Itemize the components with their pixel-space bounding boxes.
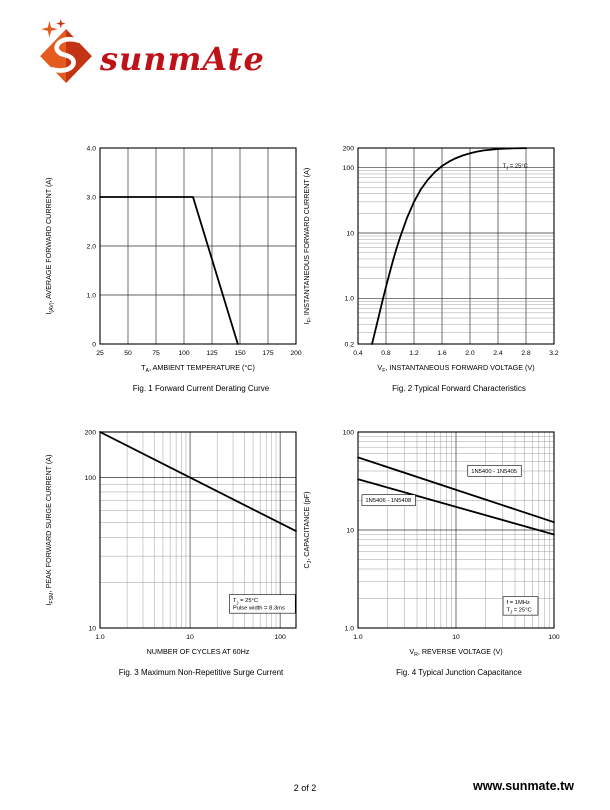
brand-wordmark: sunmAte [100, 40, 265, 78]
svg-text:3.0: 3.0 [86, 194, 96, 202]
svg-text:1.6: 1.6 [437, 350, 447, 357]
svg-text:100: 100 [548, 634, 560, 641]
svg-text:125: 125 [206, 350, 218, 357]
svg-text:1N5400 - 1N5405: 1N5400 - 1N5405 [471, 468, 518, 475]
svg-text:50: 50 [124, 350, 132, 357]
fig2-caption: Fig. 2 Typical Forward Characteristics [392, 384, 526, 393]
svg-text:NUMBER OF CYCLES AT 60Hz: NUMBER OF CYCLES AT 60Hz [146, 647, 250, 656]
fig4-chart-canvas [296, 417, 576, 667]
svg-text:150: 150 [234, 350, 246, 357]
page-number: 2 of 2 [293, 783, 317, 793]
svg-text:25: 25 [96, 350, 104, 357]
svg-text:3.2: 3.2 [549, 350, 559, 357]
svg-text:2.8: 2.8 [521, 350, 531, 357]
fig1-caption: Fig. 1 Forward Current Derating Curve [132, 384, 270, 393]
website-url: www.sunmate.tw [473, 779, 574, 793]
brand-logo [36, 18, 265, 90]
svg-text:100: 100 [342, 165, 354, 173]
figure-1-forward-current-derating [38, 133, 318, 393]
svg-text:75: 75 [152, 350, 160, 357]
svg-text:1.0: 1.0 [344, 625, 354, 633]
svg-text:f = 1MHz: f = 1MHz [506, 600, 530, 607]
svg-text:1.2: 1.2 [409, 350, 419, 357]
fig4-caption: Fig. 4 Typical Junction Capacitance [396, 668, 522, 677]
figure-2-typical-forward-characteristics [296, 133, 576, 393]
fig2-chart-canvas [296, 133, 576, 383]
svg-text:IFSM, PEAK FORWARD SURGE CURRE: $I_{FSM}$, PEAK FORWARD SURGE CURRENT (A) [44, 454, 56, 606]
svg-text:200: 200 [342, 145, 354, 153]
svg-text:Pulse width = 8.3ms: Pulse width = 8.3ms [232, 605, 285, 612]
svg-text:2.0: 2.0 [465, 350, 475, 357]
svg-text:1N5406 - 1N5408: 1N5406 - 1N5408 [365, 498, 412, 505]
svg-text:1.0: 1.0 [95, 634, 105, 641]
svg-text:100: 100 [178, 350, 190, 357]
svg-text:TJ = 25°C: $T_J = 25^\circ C$ [502, 163, 528, 171]
sunmate-diamond-logo-icon [36, 18, 96, 90]
svg-text:VF, INSTANTANEOUS FORWARD VOLT: $V_F$, INSTANTANEOUS FORWARD VOLTAGE (V) [377, 363, 535, 375]
svg-text:10: 10 [88, 625, 96, 633]
svg-text:2.4: 2.4 [493, 350, 503, 357]
svg-text:4.0: 4.0 [86, 145, 96, 153]
svg-text:100: 100 [84, 474, 96, 482]
sparkle-icon [41, 21, 58, 38]
fig1-chart-canvas [38, 133, 318, 383]
svg-text:1.0: 1.0 [86, 292, 96, 300]
svg-text:10: 10 [346, 230, 354, 238]
svg-text:TJ = 25°C: $T_J = 25^\circ C$ [232, 598, 259, 606]
svg-text:TA, AMBIENT TEMPERATURE (°C): $T_A$, AMBIENT TEMPERATURE (°C) [141, 363, 255, 375]
svg-text:0.8: 0.8 [381, 350, 391, 357]
svg-text:0.4: 0.4 [353, 350, 363, 357]
svg-text:0.2: 0.2 [344, 341, 354, 349]
svg-text:TJ = 25°C: $T_J = 25^\circ C$ [506, 607, 532, 615]
svg-text:10: 10 [452, 634, 460, 641]
svg-text:10: 10 [186, 634, 194, 641]
svg-text:200: 200 [84, 429, 96, 437]
figure-4-typical-junction-capacitance [296, 417, 576, 677]
svg-text:0: 0 [92, 341, 96, 349]
sparkle-icon [56, 19, 66, 29]
svg-text:VR, REVERSE VOLTAGE (V): $V_R$, REVERSE VOLTAGE (V) [409, 647, 503, 659]
svg-text:1.0: 1.0 [353, 634, 363, 641]
svg-text:10: 10 [346, 527, 354, 535]
svg-text:175: 175 [262, 350, 274, 357]
svg-text:I(AV), AVERAGE FORWARD CURRENT: $I_{(AV)}$, AVERAGE FORWARD CURRENT (A) [44, 177, 56, 315]
fig3-caption: Fig. 3 Maximum Non-Repetitive Surge Current [118, 668, 284, 677]
figure-3-max-non-repetitive-surge-current [38, 417, 318, 677]
fig3-chart-canvas [38, 417, 318, 667]
svg-text:100: 100 [274, 634, 286, 641]
svg-text:2.0: 2.0 [86, 243, 96, 251]
svg-text:100: 100 [342, 429, 354, 437]
svg-text:CJ, CAPACITANCE (pF): $C_J$, CAPACITANCE (pF) [302, 491, 314, 569]
svg-text:200: 200 [290, 350, 302, 357]
svg-text:IF, INSTANTANEOUS FORWARD CURR: $I_F$, INSTANTANEOUS FORWARD CURRENT (A) [302, 167, 314, 325]
svg-text:1.0: 1.0 [344, 295, 354, 303]
